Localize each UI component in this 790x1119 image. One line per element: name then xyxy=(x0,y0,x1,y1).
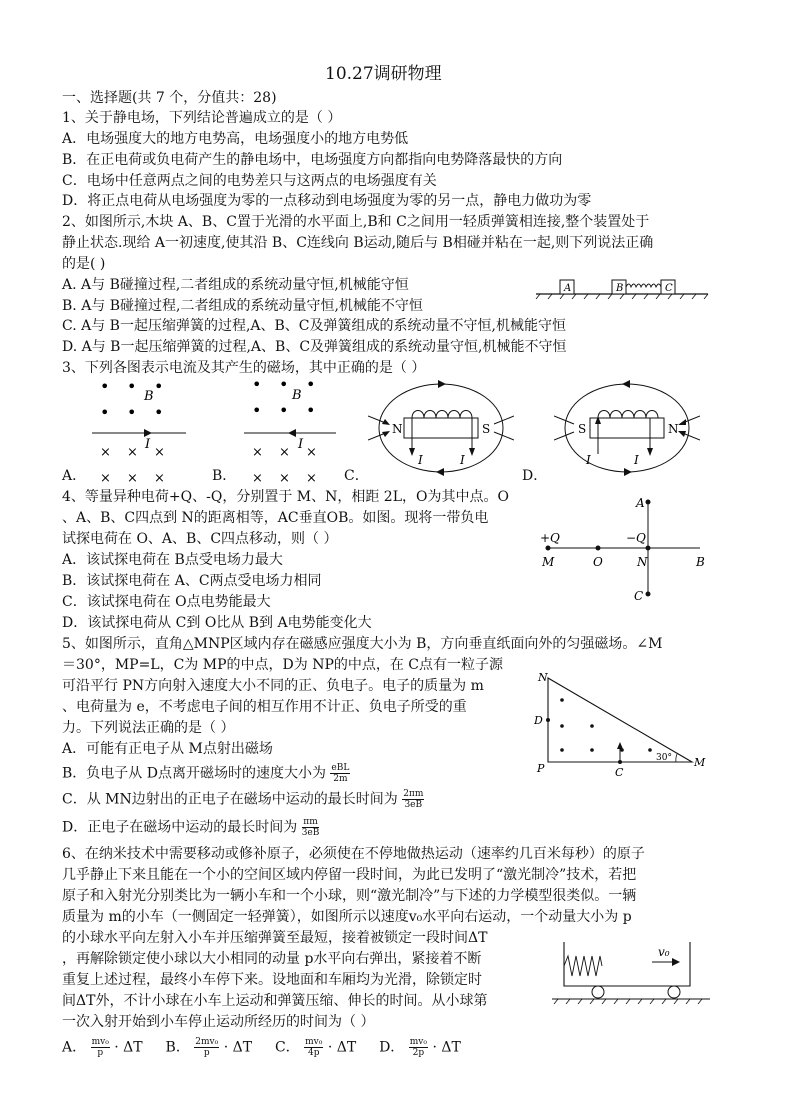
fraction-denominator: 4p xyxy=(307,1048,320,1058)
fraction xyxy=(330,763,350,784)
spring xyxy=(626,284,661,287)
section-heading: 一、选择题(共 7 个，分值共：28) xyxy=(62,90,277,106)
q5-option-d xyxy=(62,817,319,838)
current-label: I xyxy=(145,437,151,452)
cross-mark: × xyxy=(306,471,317,486)
q3-option-c: C． xyxy=(344,468,369,484)
block-a-label: A xyxy=(564,283,572,294)
wheel xyxy=(592,986,604,998)
fraction xyxy=(304,1037,323,1058)
q2-option-b: B. A与 B碰撞过程,二者组成的系统动量守恒,机械能不守恒 xyxy=(62,298,423,314)
velocity-label: v₀ xyxy=(658,945,670,959)
cross-mark: × xyxy=(127,445,138,460)
q6-figure xyxy=(550,936,712,1006)
arrow-right-icon xyxy=(144,429,152,437)
current-label: I xyxy=(418,453,423,467)
pole-s-label: S xyxy=(482,422,491,436)
current-label: I xyxy=(460,453,465,467)
q1-option-d: D．将正点电荷从电场强度为零的一点移动到电场强度为零的另一点，静电力做功为零 xyxy=(62,193,592,209)
q3-figure-c xyxy=(368,378,514,478)
q6-option-c-tail: · ΔT xyxy=(327,1039,357,1056)
page-title: 10.27调研物理 xyxy=(325,64,442,84)
fraction-numerator: 2mv₀ xyxy=(195,1037,219,1047)
current-label: I xyxy=(298,437,304,452)
q5-option-b-text: B．负电子从 D点离开磁场时的速度大小为 xyxy=(62,765,326,782)
dot-mark: • xyxy=(154,403,164,422)
q5-stem-4: 、电荷量为 e，不考虑电子间的相互作用不计正、负电子所受的重 xyxy=(62,699,467,715)
field-label-b: B xyxy=(144,389,154,404)
point-m-label: M xyxy=(542,555,555,569)
charge-plus-label: +Q xyxy=(540,531,560,545)
q4-option-d: D．该试探电荷从 C到 O比从 B到 A电势能变化大 xyxy=(62,615,372,631)
dot-mark: • xyxy=(127,378,137,396)
q6-option-a-label: A． xyxy=(62,1039,87,1056)
q5-stem-1: 5、如图所示，直角△MNP区域内存在磁感应强度大小为 B，方向垂直纸面向外的匀强磁场。∠M xyxy=(62,636,663,652)
q2-stem-1: 2、如图所示,木块 A、B、C置于光滑的水平面上,B和 C之间用一轻质弹簧相连接,整个装置处于 xyxy=(62,214,650,230)
fraction-numerator: eBL xyxy=(331,763,350,773)
q3-option-b: B． xyxy=(212,468,237,484)
vertex-n-label: N xyxy=(538,671,548,684)
q3-option-a: A． xyxy=(62,468,87,484)
fraction xyxy=(402,789,424,810)
fraction-numerator: πm xyxy=(303,817,318,827)
pole-n-label: N xyxy=(392,422,403,436)
cross-mark: × xyxy=(154,471,165,486)
q1-option-a: A．电场强度大的地方电势高，电场强度小的地方电势低 xyxy=(62,131,409,147)
fraction-numerator: mv₀ xyxy=(91,1037,109,1047)
current-label: I xyxy=(634,453,639,467)
q6-option-c-label: C． xyxy=(274,1039,300,1056)
q4-option-c: C．该试探电荷在 O点电势能最大 xyxy=(62,594,271,610)
q3-stem: 3、下列各图表示电流及其产生的磁场，其中正确的是（ ） xyxy=(62,360,426,376)
fraction-denominator: 3eB xyxy=(404,800,423,810)
q2-option-c: C. A与 B一起压缩弹簧的过程,A、B、C及弹簧组成的系统动量不守恒,机械能守恒 xyxy=(62,318,566,334)
q2-option-a: A. A与 B碰撞过程,二者组成的系统动量守恒,机械能守恒 xyxy=(62,277,409,293)
vertex-p-label: P xyxy=(537,762,545,775)
q5-option-a: A．可能有正电子从 M点射出磁场 xyxy=(62,741,273,757)
q6-line-8: 间ΔT外，不计小球在小车上运动和弹簧压缩、伸长的时间。从小球第 xyxy=(62,993,488,1009)
dot-mark: • xyxy=(100,378,110,396)
fraction-denominator: p xyxy=(97,1048,104,1058)
cross-mark: × xyxy=(252,445,263,460)
q5-stem-5: 力。下列说法正确的是（ ） xyxy=(62,720,235,736)
arrow-left-icon xyxy=(288,429,296,437)
cross-mark: × xyxy=(154,445,165,460)
q1-option-b: B．在正电荷或负电荷产生的静电场中，电场强度方向都指向电势降落最快的方向 xyxy=(62,152,563,168)
cross-mark: × xyxy=(127,471,138,486)
point-b-label: B xyxy=(696,555,705,569)
fraction-denominator: 3eB xyxy=(301,828,320,838)
field-label-b: B xyxy=(292,388,302,403)
q5-stem-2: ＝30°，MP=L，C为 MP的中点，D为 NP的中点，在 C点有一粒子源 xyxy=(62,657,504,673)
q1-stem: 1、关于静电场，下列结论普遍成立的是（ ） xyxy=(62,110,342,126)
vertex-m-label: M xyxy=(694,756,706,769)
q2-stem-2: 静止状态.现给 A一初速度,使其沿 B、C连线向 B运动,随后与 B相碰并粘在一起,则下列说法正确 xyxy=(62,235,654,251)
fraction xyxy=(91,1037,110,1058)
q6-line-9: 一次入射开始到小车停止运动所经历的时间为（ ） xyxy=(62,1014,375,1030)
point-c-label: C xyxy=(615,766,624,778)
pole-s-label: S xyxy=(578,422,587,436)
fraction-numerator: 2πm xyxy=(403,789,424,799)
q2-stem-3: 的是( ) xyxy=(62,256,106,272)
pole-n-label: N xyxy=(668,422,679,436)
q4-figure xyxy=(536,492,716,608)
dot-mark: • xyxy=(127,403,137,422)
cart-body xyxy=(564,942,690,986)
cross-mark: × xyxy=(306,445,317,460)
dot-mark: • xyxy=(154,378,164,396)
angle-label: 30° xyxy=(656,753,672,763)
arrow-right-icon xyxy=(672,958,680,966)
q5-option-c xyxy=(62,789,424,810)
q6-line-1: 6、在纳米技术中需要移动或修补原子，必须使在不停地做热运动（速率约几百米每秒）的原子 xyxy=(62,846,645,862)
dot-mark: • xyxy=(100,403,110,422)
q4-option-b: B．该试探电荷在 A、C两点受电场力相同 xyxy=(62,573,322,589)
q6-line-3: 原子和入射光分别类比为一辆小车和一个小球，则“激光制冷”与下述的力学模型很类似。一辆 xyxy=(62,888,637,904)
cross-mark: × xyxy=(279,471,290,486)
point-o-label: O xyxy=(593,555,603,569)
fraction-denominator: 2p xyxy=(412,1048,425,1058)
q2-figure xyxy=(532,276,712,300)
q5-option-c-text: C．从 MN边射出的正电子在磁场中运动的最长时间为 xyxy=(62,791,398,808)
dot-mark: • xyxy=(252,401,262,420)
q5-option-b xyxy=(62,763,350,784)
fraction-denominator: p xyxy=(203,1048,210,1058)
q5-option-d-text: D．正电子在磁场中运动的最长时间为 xyxy=(62,819,298,836)
fraction-denominator: 2m xyxy=(333,774,348,784)
cross-mark: × xyxy=(100,471,111,486)
q6-option-d-label: D． xyxy=(379,1039,405,1056)
cross-mark: × xyxy=(252,471,263,486)
q3-figure-b xyxy=(240,374,340,486)
fraction xyxy=(194,1037,219,1058)
fraction-numerator: mv₀ xyxy=(409,1037,427,1047)
dot-mark: • xyxy=(279,375,289,394)
q6-option-b-label: B． xyxy=(165,1039,190,1056)
q6-option-a-tail: · ΔT xyxy=(114,1039,143,1056)
cross-mark: × xyxy=(100,445,111,460)
q6-line-6: ，再解除锁定使小球以大小相同的动量 p水平向右弹出，紧接着不断 xyxy=(62,951,482,967)
fraction xyxy=(409,1037,428,1058)
dot-mark: • xyxy=(306,375,316,394)
q3-option-d: D． xyxy=(522,468,548,484)
q4-stem-3: 试探电荷在 O、A、B、C四点移动，则（ ） xyxy=(62,531,338,547)
q6-line-2: 几乎静止下来且能在一个小的空间区域内停留一段时间，为此已发明了“激光制冷”技术，若把 xyxy=(62,867,637,883)
point-a-label: A xyxy=(636,496,645,510)
q1-option-c: C．电场中任意两点之间的电势差只与这两点的电场强度有关 xyxy=(62,173,437,189)
q3-figure-a xyxy=(90,378,190,486)
dot-mark: • xyxy=(306,401,316,420)
charge-minus-label: −Q xyxy=(626,531,646,545)
point-c-label: C xyxy=(634,589,644,603)
q5-stem-3: 可沿平行 PN方向射入速度大小不同的正、负电子。电子的质量为 m xyxy=(62,678,484,694)
dot-mark: • xyxy=(279,401,289,420)
q6-options xyxy=(62,1037,461,1058)
q4-option-a: A．该试探电荷在 B点受电场力最大 xyxy=(62,552,283,568)
point-n-label: N xyxy=(637,555,648,569)
q3-figure-d xyxy=(554,378,700,478)
q6-line-7: 重复上述过程，最终小车停下来。设地面和车厢均为光滑，除锁定时 xyxy=(62,972,482,988)
fraction xyxy=(302,817,320,838)
block-b-label: B xyxy=(616,283,624,294)
q2-option-d: D. A与 B一起压缩弹簧的过程,A、B、C及弹簧组成的系统动量守恒,机械能不守恒 xyxy=(62,339,567,355)
current-label: I xyxy=(586,453,591,467)
point-d-label: D xyxy=(534,714,543,727)
q6-option-b-tail: · ΔT xyxy=(223,1039,253,1056)
cross-mark: × xyxy=(279,445,290,460)
dot-mark: • xyxy=(252,375,262,394)
q6-line-4: 质量为 m的小车（一侧固定一轻弹簧），如图所示以速度v₀水平向右运动，一个动量大小为 p xyxy=(62,909,632,925)
q4-stem-2: 、A、B、C四点到 N的距离相等，AC垂直OB。如图。现将一带负电 xyxy=(62,510,489,526)
wheel xyxy=(668,986,680,998)
q6-option-d-tail: · ΔT xyxy=(432,1039,461,1056)
block-c-label: C xyxy=(665,283,673,294)
q4-stem-1: 4、等量异种电荷+Q、-Q，分别置于 M、N，相距 2L，O为其中点。O xyxy=(62,489,509,505)
spring xyxy=(564,956,602,976)
q5-figure xyxy=(534,670,712,778)
q6-line-5: 的小球水平向左射入小车并压缩弹簧至最短，接着被锁定一段时间ΔT xyxy=(62,930,488,946)
fraction-numerator: mv₀ xyxy=(305,1037,323,1047)
